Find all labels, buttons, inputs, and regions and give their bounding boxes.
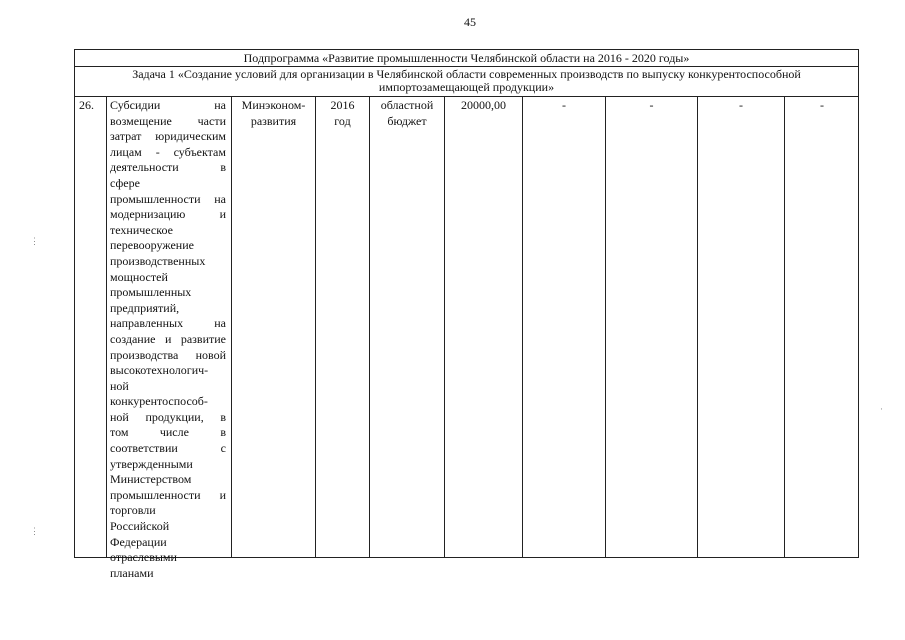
description-word: возмещение	[110, 113, 172, 128]
description-word: соответствии	[110, 441, 178, 456]
description-word: ной	[110, 409, 129, 424]
description-word: на	[214, 316, 226, 331]
description-word: в	[220, 160, 226, 175]
year-line-2: год	[334, 113, 351, 128]
description-line	[110, 316, 226, 332]
column-divider	[231, 97, 232, 557]
description-word: -	[155, 144, 160, 159]
description-line: высокотехнологич-	[110, 363, 209, 378]
description-word: с	[220, 441, 226, 456]
description-line: производственных	[110, 253, 206, 268]
description-word: на	[214, 98, 226, 112]
value-cell-d: -	[820, 98, 824, 112]
description-line	[110, 114, 226, 130]
column-divider	[315, 97, 316, 557]
description-line: промышленных	[110, 285, 192, 300]
description-line: предприятий,	[110, 300, 180, 315]
description-line	[110, 145, 226, 161]
description-word: и	[219, 207, 226, 222]
description-line: сфере	[110, 175, 140, 190]
row-divider	[75, 96, 858, 97]
column-divider	[522, 97, 523, 557]
description-line	[110, 207, 226, 223]
column-divider	[106, 97, 107, 557]
description-word: и	[164, 331, 172, 346]
page-number: 45	[464, 15, 476, 29]
column-divider	[369, 97, 370, 557]
description-line: Федерации	[110, 534, 167, 549]
description-line	[110, 129, 226, 145]
source-line-2: бюджет	[387, 113, 427, 128]
description-line: мощностей	[110, 269, 168, 284]
description-word: в	[220, 425, 226, 440]
description-line	[110, 425, 226, 441]
description-line	[110, 441, 226, 457]
description-line	[110, 192, 226, 208]
task-title-line-1: Задача 1 «Создание условий для организации в Челябинской области современных производств по выпуску конкурентоспособной	[132, 67, 801, 81]
description-word: затрат	[110, 129, 142, 144]
executor-line-1: Минэконом-	[241, 98, 306, 112]
value-cell-c: -	[739, 98, 743, 112]
column-divider	[605, 97, 606, 557]
description-line: перевооружение	[110, 238, 194, 253]
description-word: и	[219, 487, 226, 502]
year-cell	[316, 98, 369, 129]
year-line-1: 2016	[330, 98, 355, 112]
description-word: деятельности	[110, 160, 179, 175]
description-line: техническое	[110, 222, 173, 237]
executor-line-2: развития	[250, 113, 297, 128]
description-line: утвержденными	[110, 456, 193, 471]
value-cell-b: -	[649, 98, 654, 112]
row-description	[110, 98, 226, 581]
description-word: продукции,	[145, 409, 204, 424]
description-line: конкурентоспособ-	[110, 394, 208, 409]
description-line	[110, 348, 226, 364]
column-divider	[784, 97, 785, 557]
description-word: юридическим	[155, 129, 226, 144]
description-word: промышленности	[110, 191, 201, 206]
description-word: на	[214, 191, 226, 206]
scan-mark: ⋮	[30, 236, 39, 246]
description-line	[110, 332, 226, 348]
description-word: том	[110, 425, 129, 440]
description-word: создание	[110, 331, 156, 346]
description-word: лицам	[110, 144, 142, 159]
description-word: развитие	[180, 331, 226, 346]
description-word: направленных	[110, 316, 184, 331]
description-line	[110, 488, 226, 504]
description-word: модернизацию	[110, 207, 186, 222]
description-word: части	[197, 113, 226, 128]
description-line: планами	[110, 565, 154, 580]
description-line	[110, 160, 226, 176]
executor-cell	[232, 98, 315, 129]
column-divider	[697, 97, 698, 557]
task-title-line-2: импортозамещающей продукции»	[378, 80, 555, 94]
description-word: новой	[195, 347, 226, 362]
value-cell-a: -	[562, 98, 566, 112]
scan-mark: ·	[880, 404, 883, 414]
description-line	[110, 410, 226, 426]
description-line: Российской	[110, 519, 170, 534]
description-line: торговли	[110, 503, 156, 518]
description-line: Министерством	[110, 472, 192, 487]
program-table	[74, 49, 859, 580]
subprogram-title: Подпрограмма «Развитие промышленности Челябинской области на 2016 - 2020 годы»	[243, 51, 690, 65]
description-line: отраслевыми	[110, 550, 177, 565]
description-word: Субсидии	[110, 98, 161, 112]
description-line: ной	[110, 378, 129, 393]
row-number: 26.	[79, 98, 94, 112]
description-word: числе	[159, 425, 189, 440]
column-divider	[444, 97, 445, 557]
description-word: производства	[110, 347, 179, 362]
description-word: субъектам	[173, 144, 226, 159]
source-cell	[370, 98, 444, 129]
description-word: промышленности	[110, 487, 201, 502]
description-word: в	[220, 409, 226, 424]
scan-mark: ⋮	[30, 526, 39, 536]
description-line	[110, 98, 226, 114]
source-line-1: областной	[380, 98, 434, 112]
amount-cell: 20000,00	[461, 98, 506, 112]
